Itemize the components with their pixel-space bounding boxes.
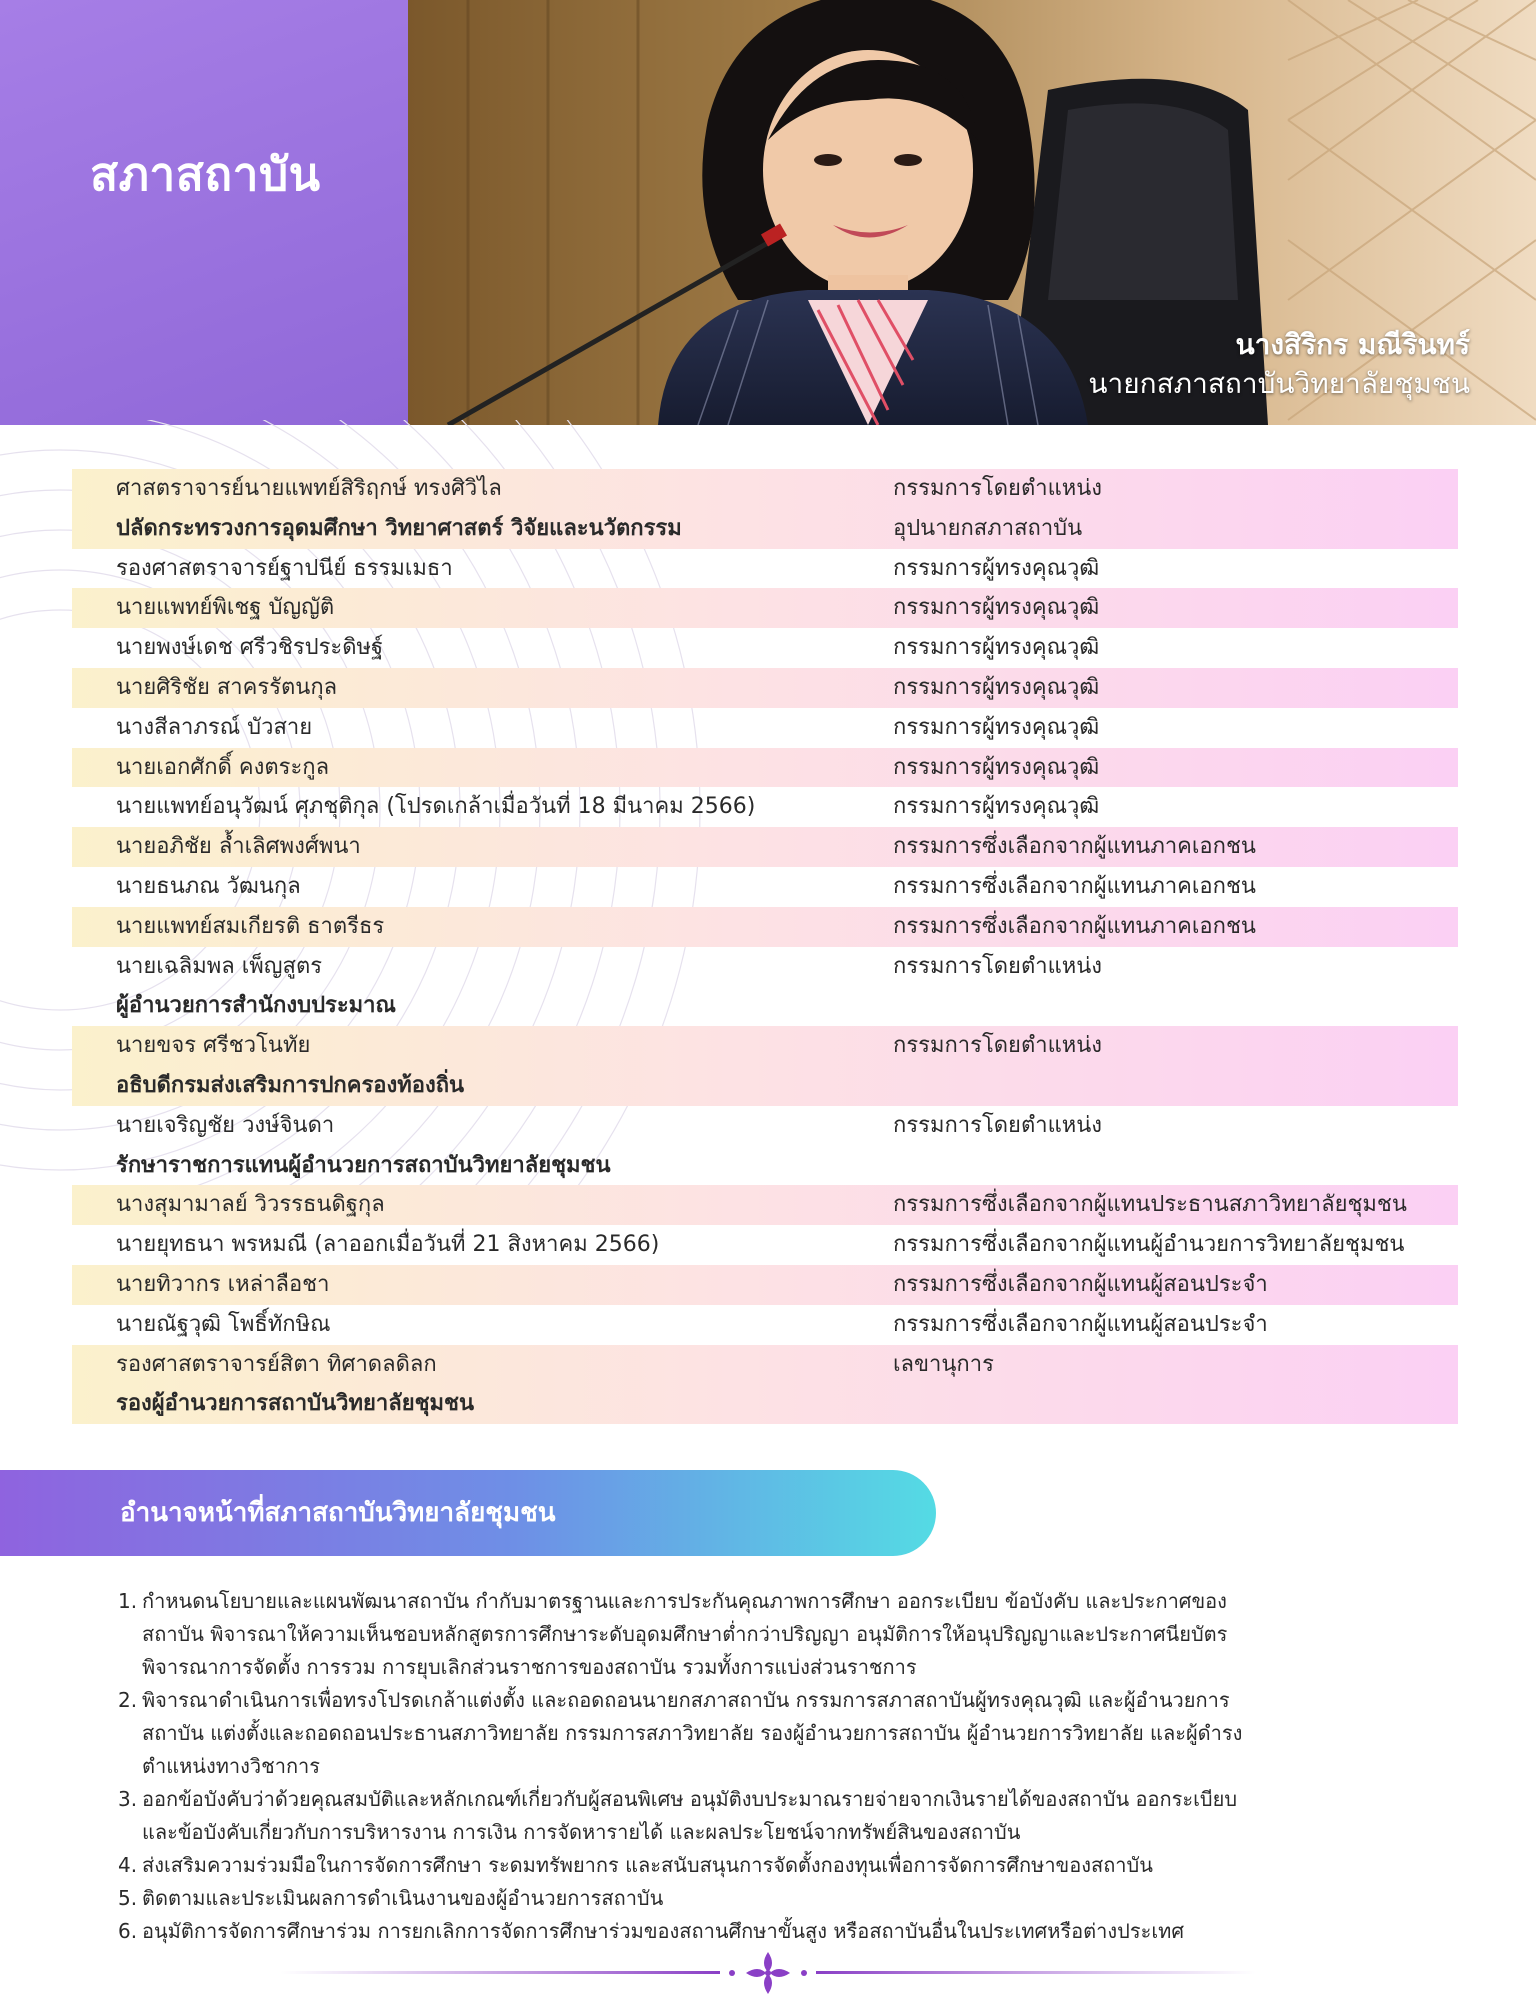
member-row <box>72 1345 1458 1425</box>
chair-photo <box>408 0 1536 425</box>
member-name: นายอภิชัย ล้ำเลิศพงศ์พนา <box>116 834 361 860</box>
member-row <box>72 708 1458 748</box>
footer-ornament <box>280 1950 1256 1996</box>
member-row <box>72 588 1458 628</box>
member-name: นายณัฐวุฒิ โพธิ์ทักษิณ <box>116 1311 331 1337</box>
duty-text-line: สถาบัน พิจารณาให้ความเห็นชอบหลักสูตรการศึกษาระดับอุดมศึกษาต่ำกว่าปริญญา อนุมัติการให้อนุปริญญาและประกาศนียบัตร <box>142 1622 1228 1646</box>
member-row <box>72 947 1458 1027</box>
duty-text-line: ติดตามและประเมินผลการดำเนินงานของผู้อำนวยการสถาบัน <box>142 1886 664 1910</box>
member-title: ผู้อำนวยการสำนักงบประมาณ <box>116 993 396 1019</box>
member-position: กรรมการโดยตำแหน่ง <box>893 1033 1103 1059</box>
duty-number: 6. <box>118 1919 138 1943</box>
member-position: กรรมการโดยตำแหน่ง <box>893 953 1103 979</box>
duty-text-line: กำหนดนโยบายและแผนพัฒนาสถาบัน กำกับมาตรฐานและการประกันคุณภาพการศึกษา ออกระเบียบ ข้อบังคับ และประกาศของ <box>142 1589 1227 1613</box>
duty-item <box>118 1882 1448 1915</box>
member-row <box>72 549 1458 589</box>
member-position: กรรมการซึ่งเลือกจากผู้แทนประธานสภาวิทยาลัยชุมชน <box>893 1192 1407 1218</box>
duty-number: 5. <box>118 1886 138 1910</box>
member-position: อุปนายกสภาสถาบัน <box>893 515 1083 541</box>
duty-text-line: ตำแหน่งทางวิชาการ <box>142 1754 321 1778</box>
duty-number: 4. <box>118 1853 138 1877</box>
council-members-table <box>72 469 1458 1424</box>
member-name: ปลัดกระทรวงการอุดมศึกษา วิทยาศาสตร์ วิจัยและนวัตกรรม <box>116 515 682 541</box>
member-name: นายแพทย์พิเชฐ บัญญัติ <box>116 595 335 621</box>
member-name: นายพงษ์เดช ศรีวชิรประดิษฐ์ <box>116 635 384 661</box>
member-row <box>72 469 1458 509</box>
member-name: นางสุมามาลย์ วิวรรธนดิฐกุล <box>116 1192 385 1218</box>
duty-text-line: พิจารณาการจัดตั้ง การรวม การยุบเลิกส่วนราชการของสถาบัน รวมทั้งการแบ่งส่วนราชการ <box>142 1655 917 1679</box>
duty-text-line: และข้อบังคับเกี่ยวกับการบริหารงาน การเงิน การจัดหารายได้ และผลประโยชน์จากทรัพย์สินของสถาบัน <box>142 1820 1021 1844</box>
member-position: กรรมการผู้ทรงคุณวุฒิ <box>893 794 1100 820</box>
member-name: นายเอกศักดิ์ คงตระกูล <box>116 754 330 780</box>
member-position: กรรมการซึ่งเลือกจากผู้แทนผู้สอนประจำ <box>893 1271 1268 1297</box>
duty-text-line: อนุมัติการจัดการศึกษาร่วม การยกเลิกการจัดการศึกษาร่วมของสถานศึกษาขั้นสูง หรือสถาบันอื่นในประเทศหรือต่างประเทศ <box>142 1919 1185 1943</box>
member-row <box>72 1225 1458 1265</box>
member-position: กรรมการผู้ทรงคุณวุฒิ <box>893 714 1100 740</box>
member-position: กรรมการผู้ทรงคุณวุฒิ <box>893 555 1100 581</box>
member-name: นายยุทธนา พรหมณี (ลาออกเมื่อวันที่ 21 สิงหาคม 2566) <box>116 1232 660 1258</box>
duty-text-line: ส่งเสริมความร่วมมือในการจัดการศึกษา ระดมทรัพยากร และสนับสนุนการจัดตั้งกองทุนเพื่อการจัดการศึกษาของสถาบัน <box>142 1853 1153 1877</box>
title-panel <box>0 0 408 425</box>
duty-text-line: พิจารณาดำเนินการเพื่อทรงโปรดเกล้าแต่งตั้ง และถอดถอนนายกสภาสถาบัน กรรมการสภาสถาบันผู้ทรงคุณวุฒิ และผู้อำนวยการ <box>142 1688 1230 1712</box>
member-position: กรรมการซึ่งเลือกจากผู้แทนภาคเอกชน <box>893 873 1256 899</box>
duty-item <box>118 1684 1448 1783</box>
member-position: กรรมการผู้ทรงคุณวุฒิ <box>893 595 1100 621</box>
chair-role: นายกสภาสถาบันวิทยาลัยชุมชน <box>1088 367 1470 400</box>
member-position: กรรมการซึ่งเลือกจากผู้แทนผู้อำนวยการวิทยาลัยชุมชน <box>893 1232 1405 1258</box>
member-position: กรรมการผู้ทรงคุณวุฒิ <box>893 635 1100 661</box>
member-row <box>72 867 1458 907</box>
member-title: รองผู้อำนวยการสถาบันวิทยาลัยชุมชน <box>116 1391 474 1417</box>
member-position: เลขานุการ <box>893 1351 994 1377</box>
member-row <box>72 787 1458 827</box>
header <box>0 0 1536 425</box>
member-position: กรรมการโดยตำแหน่ง <box>893 1112 1103 1138</box>
member-name: นายเฉลิมพล เพ็ญสูตร <box>116 953 323 979</box>
duty-item <box>118 1783 1448 1849</box>
member-name: นายแพทย์อนุวัฒน์ ศุภชุติกุล (โปรดเกล้าเมื่อวันที่ 18 มีนาคม 2566) <box>116 794 756 820</box>
member-name: รองศาสตราจารย์ฐาปนีย์ ธรรมเมธา <box>116 555 453 581</box>
page-title: สภาสถาบัน <box>90 147 321 201</box>
member-row <box>72 1026 1458 1106</box>
member-title: รักษาราชการแทนผู้อำนวยการสถาบันวิทยาลัยชุมชน <box>116 1152 611 1178</box>
duty-text-line: ออกข้อบังคับว่าด้วยคุณสมบัติและหลักเกณฑ์เกี่ยวกับผู้สอนพิเศษ อนุมัติงบประมาณรายจ่ายจากเงินรายได้ของสถาบัน ออกระเบียบ <box>142 1787 1238 1811</box>
member-row <box>72 907 1458 947</box>
member-name: นางสีลาภรณ์ บัวสาย <box>116 714 313 740</box>
member-row <box>72 1305 1458 1345</box>
member-position: กรรมการโดยตำแหน่ง <box>893 476 1103 501</box>
member-title: อธิบดีกรมส่งเสริมการปกครองท้องถิ่น <box>116 1072 465 1098</box>
chair-name: นางสิริกร มณีรินทร์ <box>1235 328 1470 361</box>
duties-heading: อำนาจหน้าที่สภาสถาบันวิทยาลัยชุมชน <box>120 1498 556 1528</box>
duty-item <box>118 1915 1448 1948</box>
member-position: กรรมการผู้ทรงคุณวุฒิ <box>893 674 1100 700</box>
member-row <box>72 1185 1458 1225</box>
member-name: ศาสตราจารย์นายแพทย์สิริฤกษ์ ทรงศิวิไล <box>116 476 502 501</box>
member-name: รองศาสตราจารย์สิตา ทิศาดลดิลก <box>116 1351 437 1377</box>
member-name: นายเจริญชัย วงษ์จินดา <box>116 1112 335 1138</box>
member-position: กรรมการซึ่งเลือกจากผู้แทนภาคเอกชน <box>893 834 1256 860</box>
duty-number: 1. <box>118 1589 138 1613</box>
member-row <box>72 1265 1458 1305</box>
member-name: นายศิริชัย สาครรัตนกุล <box>116 674 338 700</box>
member-row <box>72 628 1458 668</box>
member-position: กรรมการซึ่งเลือกจากผู้แทนภาคเอกชน <box>893 913 1256 939</box>
member-row <box>72 827 1458 867</box>
duty-text-line: สถาบัน แต่งตั้งและถอดถอนประธานสภาวิทยาลัย กรรมการสภาวิทยาลัย รองผู้อำนวยการสถาบัน ผู้อำนวยการวิทยาลัย และผู้ดำรง <box>142 1721 1243 1745</box>
duty-number: 3. <box>118 1787 138 1811</box>
member-name: นายธนภณ วัฒนกุล <box>116 873 301 899</box>
member-position: กรรมการผู้ทรงคุณวุฒิ <box>893 754 1100 780</box>
member-row <box>72 668 1458 708</box>
member-name: นายทิวากร เหล่าลือชา <box>116 1271 330 1297</box>
member-name: นายขจร ศรีชวโนทัย <box>116 1033 311 1059</box>
member-position: กรรมการซึ่งเลือกจากผู้แทนผู้สอนประจำ <box>893 1311 1268 1337</box>
duty-item <box>118 1849 1448 1882</box>
duties-list <box>118 1585 1448 1948</box>
member-name: นายแพทย์สมเกียรติ ธาตรีธร <box>116 913 385 939</box>
duty-number: 2. <box>118 1688 138 1712</box>
duties-banner <box>0 1470 936 1556</box>
duty-item <box>118 1585 1448 1684</box>
member-row <box>72 509 1458 549</box>
member-row <box>72 1106 1458 1186</box>
member-row <box>72 748 1458 788</box>
